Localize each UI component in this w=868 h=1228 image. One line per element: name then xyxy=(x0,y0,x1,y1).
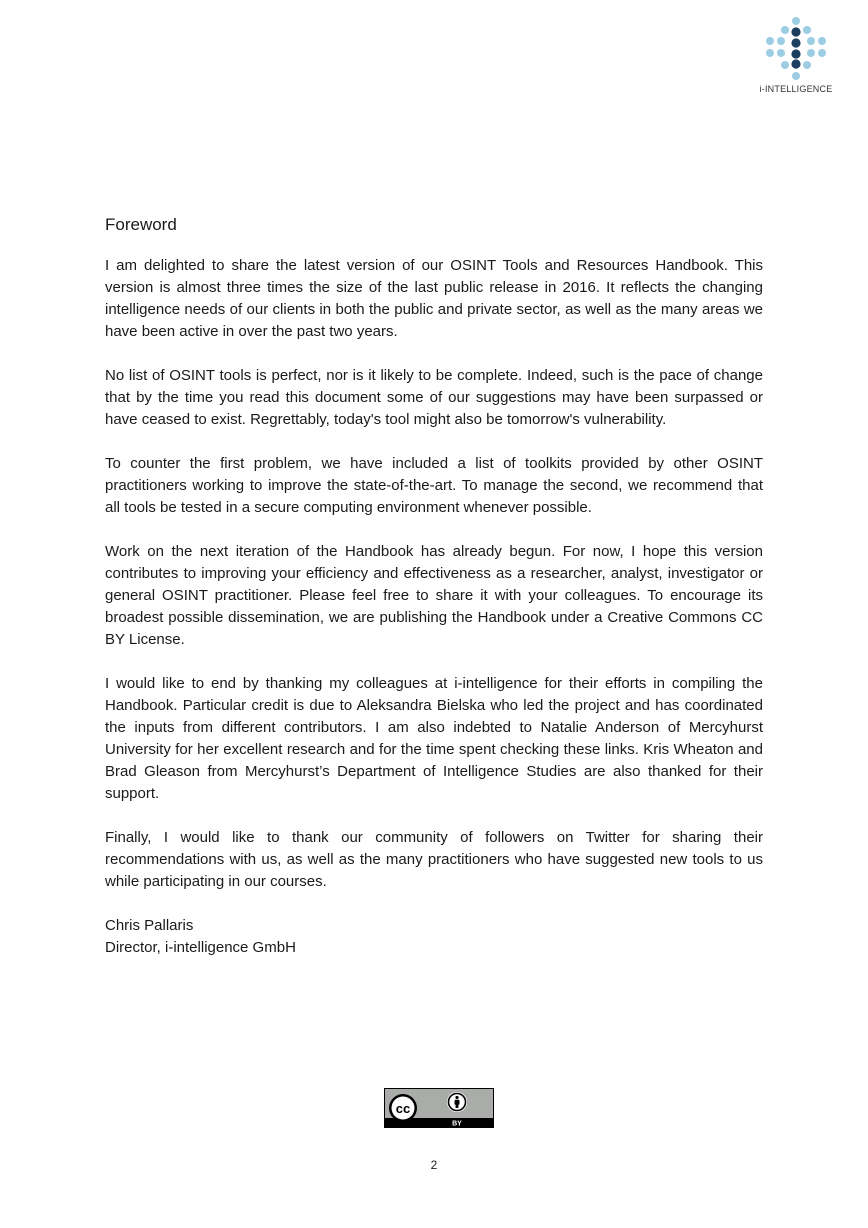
logo-text: i-INTELLIGENCE xyxy=(759,84,833,94)
paragraph-5: I would like to end by thanking my colleagues at i-intelligence for their efforts in compiling the Handbook. Particular credit is due to Aleksandra Bielska who led the project and has coordinated the inputs from different contributors. I am also indebted to Natalie Anderson of Mercyhurst University for her excellent research and for the time spent checking these links. Kris Wheaton and Brad Gleason from Mercyhurst’s Department of Intelligence Studies are also thanked for their support. xyxy=(105,675,763,802)
i-intelligence-logo-icon xyxy=(763,16,829,82)
paragraph-4: Work on the next iteration of the Handbook has already begun. For now, I hope this version contributes to improving your efficiency and effectiveness as a researcher, analyst, investigator or general OSINT practitioner. Please feel free to share it with your colleagues. To encourage its broadest possible dissemination, we are publishing the Handbook under a Creative Commons CC BY License. xyxy=(105,543,763,648)
signature-title: Director, i-intelligence GmbH xyxy=(105,939,296,956)
paragraph-3: To counter the first problem, we have included a list of toolkits provided by other OSINT practitioners working to improve the state-of-the-art. To manage the second, we recommend that all tools be tested in a secure computing environment whenever possible. xyxy=(105,455,763,516)
cc-icon xyxy=(389,1094,417,1122)
foreword-section xyxy=(105,215,763,959)
page-number: 2 xyxy=(430,1158,438,1172)
company-logo xyxy=(758,16,834,94)
signature-block xyxy=(105,915,763,959)
signature-name: Chris Pallaris xyxy=(105,917,194,934)
by-text: BY xyxy=(452,1120,462,1128)
page-title: Foreword xyxy=(105,215,177,234)
cc-by-license-badge xyxy=(384,1088,494,1128)
paragraph-2: No list of OSINT tools is perfect, nor is it likely to be complete. Indeed, such is the pace of change that by the time you read this document some of our suggestions may have been surpassed or have ceased to exist. Regrettably, today's tool might also be tomorrow's vulnerability. xyxy=(105,367,763,428)
paragraph-1: I am delighted to share the latest version of our OSINT Tools and Resources Handbook. This version is almost three times the size of the last public release in 2016. It reflects the changing intelligence needs of our clients in both the public and private sector, as well as the many areas we have been active in over the past two years. xyxy=(105,257,763,340)
paragraph-6: Finally, I would like to thank our community of followers on Twitter for sharing their recommendations with us, as well as the many practitioners who have suggested new tools to us while participating in our courses. xyxy=(105,829,763,890)
cc-text: cc xyxy=(395,1101,411,1116)
attribution-icon xyxy=(447,1092,467,1112)
